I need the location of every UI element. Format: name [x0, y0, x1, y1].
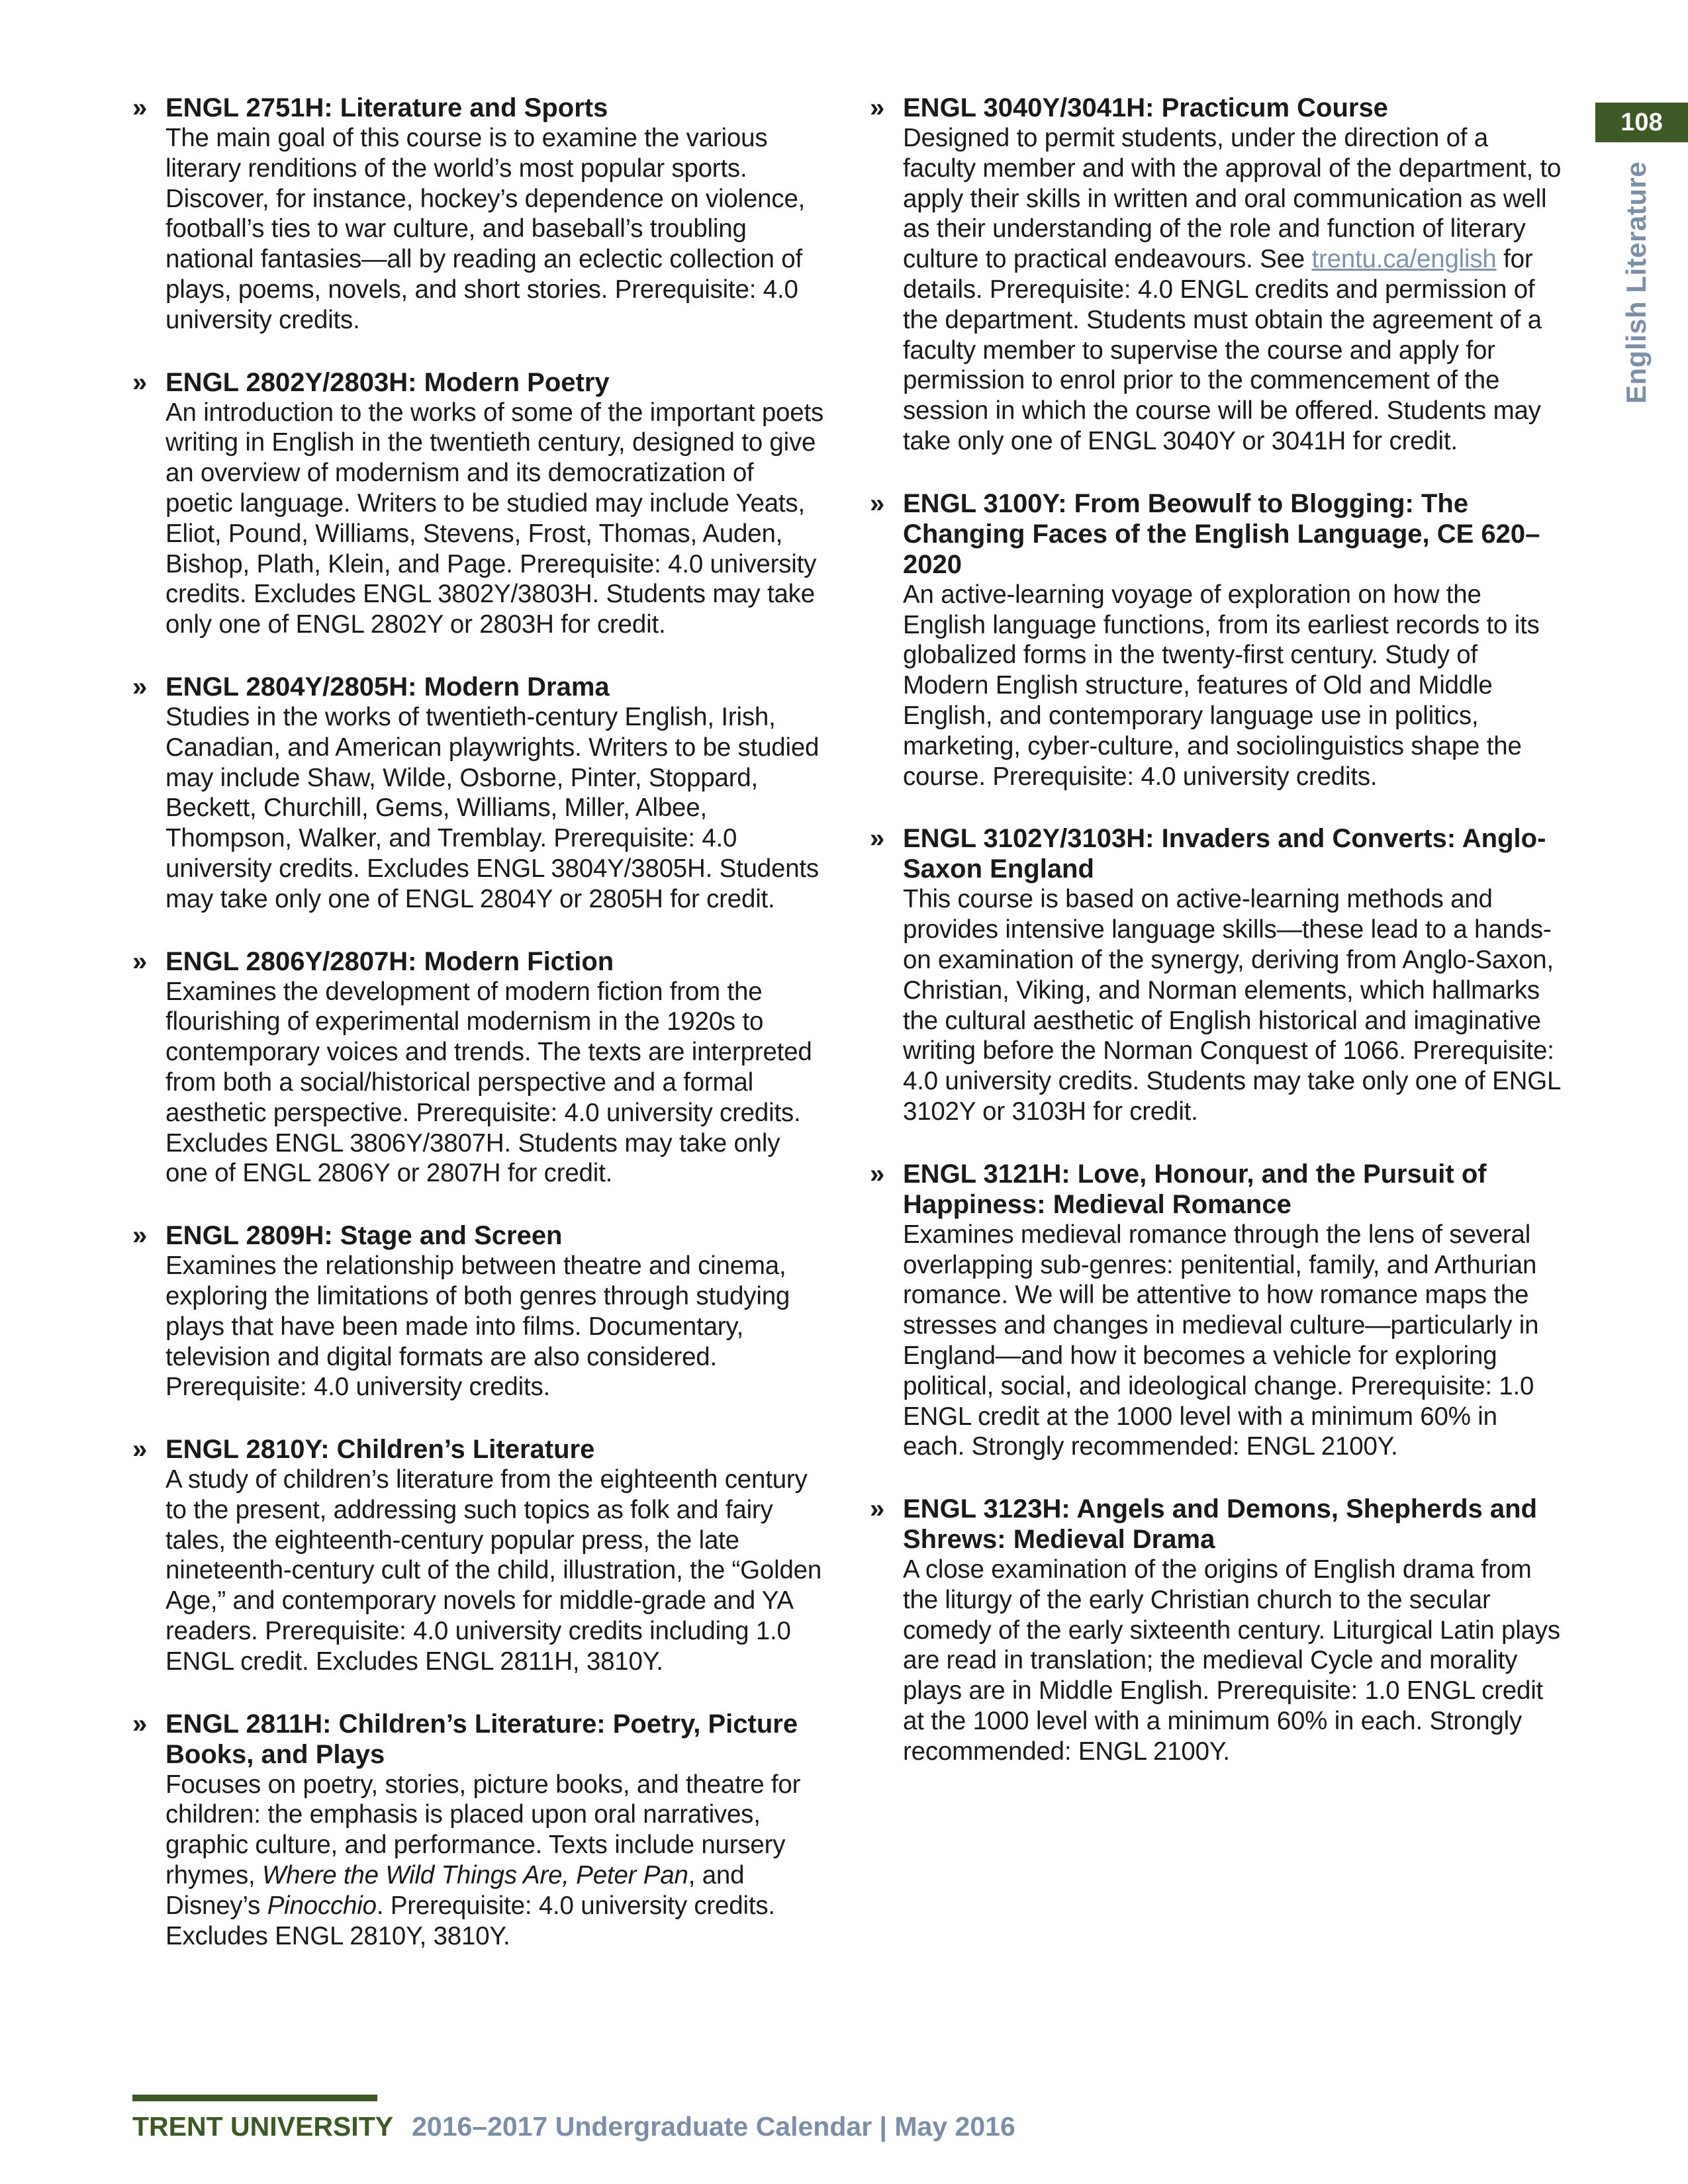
department-link[interactable]: trentu.ca/english — [1311, 245, 1497, 274]
course-entry — [132, 1709, 827, 1952]
course-description: An introduction to the works of some of the important poets writing in English in the twentieth century, designed to give an overview of modernism and its democratization of poetic language. Writers to be studied may include Yeats, Eliot, Pound, Williams, Stevens, Frost, Thomas, Auden, Bishop, Plath, Klein, and Page. Prerequisite: 4.0 university credits. Excludes ENGL 3802Y/3803H. Students may take only one of ENGL 2802Y or 2803H for credit. — [165, 398, 824, 639]
course-title: ENGL 3121H: Love, Honour, and the Pursuit of Happiness: Medieval Romance — [903, 1159, 1487, 1219]
course-title: ENGL 3040Y/3041H: Practicum Course — [903, 93, 1388, 122]
course-title: ENGL 2811H: Children’s Literature: Poetry, Picture Books, and Plays — [165, 1709, 798, 1769]
course-description: Studies in the works of twentieth-century English, Irish, Canadian, and American playwrights. Writers to be studied may include Shaw, Wilde, Osborne, Pinter, Stoppard, Beckett, Churchill, Gems, Williams, Miller, Albee, Thompson, Walker, and Tremblay. Prerequisite: 4.0 university credits. Excludes ENGL 3804Y/3805H. Students may take only one of ENGL 2804Y or 2805H for credit. — [165, 702, 820, 913]
course-description: Examines the relationship between theatre and cinema, exploring the limitations of both genres through studying plays that have been made into films. Documentary, television and digital formats are also considered. Prerequisite: 4.0 university credits. — [165, 1251, 790, 1402]
bullet: » — [870, 488, 885, 518]
course-description: An active-learning voyage of exploration on how the English language functions, from its earliest records to its globalized forms in the twenty-first century. Study of Modern English structure, features of Old and Middle English, and contemporary language use in politics, marketing, cyber-culture, and sociolinguistics shape the course. Prerequisite: 4.0 university credits. — [903, 580, 1540, 791]
course-description: Examines the development of modern fiction from the flourishing of experimental modernism in the 1920s to contemporary voices and trends. The texts are interpreted from both a social/historical perspective and a formal aesthetic perspective. Prerequisite: 4.0 university credits. Excludes ENGL 3806Y/3807H. Students may take only one of ENGL 2806Y or 2807H for credit. — [165, 977, 812, 1188]
page-number: 108 — [1595, 103, 1688, 142]
book-title: Where the Wild Things Are, Peter Pan — [262, 1861, 688, 1890]
course-entry — [870, 488, 1565, 792]
course-title: ENGL 3100Y: From Beowulf to Blogging: The Changing Faces of the English Language, CE 620–2020 — [903, 488, 1540, 579]
course-title: ENGL 3102Y/3103H: Invaders and Converts: Anglo-Saxon England — [903, 824, 1546, 884]
description-text: Focuses on poetry, stories, picture books, and theatre for children: the emphasis is placed upon oral narratives, graphic culture, and performance. Texts include nursery rhymes, — [165, 1770, 801, 1890]
description-text: , and Disney’s — [165, 1861, 745, 1920]
footer-rule — [132, 2095, 377, 2101]
bullet: » — [132, 1221, 148, 1251]
bullet: » — [132, 946, 148, 976]
course-title: ENGL 2810Y: Children’s Literature — [165, 1435, 595, 1465]
course-entry — [132, 672, 827, 915]
bullet: » — [132, 1709, 148, 1739]
bullet: » — [132, 367, 148, 397]
course-entry — [870, 823, 1565, 1126]
course-entry — [132, 946, 827, 1189]
section-side-label: English Literature — [1620, 161, 1652, 404]
right-column — [870, 93, 1565, 1799]
course-description: The main goal of this course is to examine the various literary renditions of the world’s most popular sports. Discover, for instance, hockey’s dependence on violence, football’s ties to war culture, and baseball’s troubling national fantasies—all by reading an eclectic collection of plays, poems, novels, and short stories. Prerequisite: 4.0 university credits. — [165, 124, 806, 334]
course-title: ENGL 2806Y/2807H: Modern Fiction — [165, 946, 614, 976]
course-entry — [870, 1494, 1565, 1767]
course-title: ENGL 3123H: Angels and Demons, Shepherds and Shrews: Medieval Drama — [903, 1494, 1538, 1555]
course-description: Examines medieval romance through the lens of several overlapping sub-genres: penitential, family, and Arthurian romance. We will be attentive to how romance maps the stresses and changes in medieval culture—particularly in England—and how it becomes a vehicle for exploring political, social, and ideological change. Prerequisite: 1.0 ENGL credit at the 1000 level with a minimum 60% in each. Strongly recommended: ENGL 2100Y. — [903, 1220, 1539, 1461]
course-title: ENGL 2809H: Stage and Screen — [165, 1221, 563, 1251]
course-title: ENGL 2751H: Literature and Sports — [165, 93, 608, 122]
course-entry — [870, 1159, 1565, 1462]
course-entry — [132, 93, 827, 336]
footer-calendar: 2016–2017 Undergraduate Calendar | May 2016 — [412, 2111, 1015, 2142]
course-description: This course is based on active-learning methods and provides intensive language skills—these lead to a hands-on examination of the synergy, deriving from Anglo-Saxon, Christian, Viking, and Norman elements, which hallmarks the cultural aesthetic of English historical and imaginative writing before the Norman Conquest of 1066. Prerequisite: 4.0 university credits. Students may take only one of ENGL 3102Y or 3103H for credit. — [903, 885, 1560, 1126]
bullet: » — [870, 1159, 885, 1189]
bullet: » — [870, 824, 885, 854]
description-text: . Prerequisite: 4.0 university credits. Excludes ENGL 2810Y, 3810Y. — [165, 1891, 775, 1950]
bullet: » — [132, 672, 148, 702]
left-column — [132, 93, 827, 1983]
course-title: ENGL 2802Y/2803H: Modern Poetry — [165, 367, 610, 397]
book-title: Pinocchio — [267, 1891, 377, 1920]
bullet: » — [132, 93, 148, 122]
course-entry — [870, 93, 1565, 457]
course-entry — [132, 367, 827, 640]
course-entry — [132, 1434, 827, 1677]
bullet: » — [132, 1435, 148, 1465]
course-title: ENGL 2804Y/2805H: Modern Drama — [165, 672, 610, 702]
bullet: » — [870, 1494, 885, 1524]
course-description: A close examination of the origins of English drama from the liturgy of the early Christian church to the secular comedy of the early sixteenth century. Liturgical Latin plays are read in translation; the medieval Cycle and morality plays are in Middle English. Prerequisite: 1.0 ENGL credit at the 1000 level with a minimum 60% in each. Strongly recommended: ENGL 2100Y. — [903, 1555, 1560, 1766]
description-text: Designed to permit students, under the direction of a faculty member and with the approval of the department, to apply their skills in written and oral communication as well as their understanding of the role and function of literary culture to practical endeavours. See — [903, 124, 1562, 274]
footer-university: TRENT UNIVERSITY — [132, 2111, 394, 2142]
bullet: » — [870, 93, 885, 122]
course-description — [903, 123, 1565, 457]
course-entry — [132, 1220, 827, 1402]
course-description: A study of children’s literature from the eighteenth century to the present, addressing such topics as folk and fairy tales, the eighteenth-century popular press, the late nineteenth-century cult of the child, illustration, the “Golden Age,” and contemporary novels for middle-grade and YA readers. Prerequisite: 4.0 university credits including 1.0 ENGL credit. Excludes ENGL 2811H, 3810Y. — [165, 1465, 822, 1676]
course-description — [165, 1770, 827, 1952]
footer — [132, 2111, 1015, 2142]
description-text: for details. Prerequisite: 4.0 ENGL credits and permission of the department. Students must obtain the agreement of a faculty member to supervise the course and apply for permission to enrol prior to the commencement of the session in which the course will be offered. Students may take only one of ENGL 3040Y or 3041H for credit. — [903, 245, 1542, 455]
